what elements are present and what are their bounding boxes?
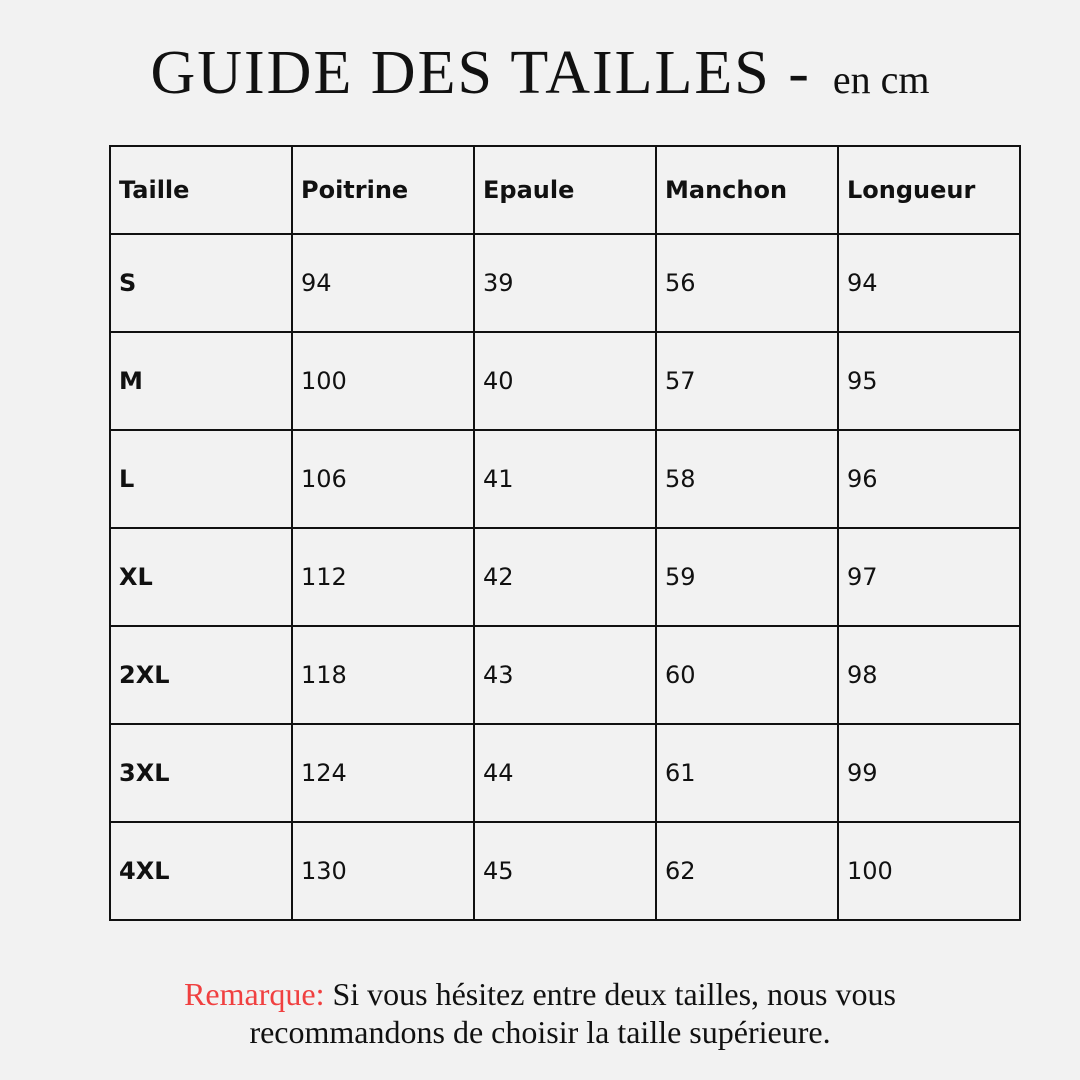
cell-manchon: 59: [656, 528, 838, 626]
cell-poitrine: 130: [292, 822, 474, 920]
cell-longueur: 100: [838, 822, 1020, 920]
cell-size: 2XL: [110, 626, 292, 724]
table-row: [110, 626, 1020, 724]
cell-poitrine: 112: [292, 528, 474, 626]
size-table: [109, 145, 1021, 921]
cell-longueur: 99: [838, 724, 1020, 822]
cell-size: L: [110, 430, 292, 528]
remark-text-2: recommandons de choisir la taille supérieure.: [249, 1014, 831, 1050]
cell-manchon: 58: [656, 430, 838, 528]
remark-label: Remarque:: [184, 976, 325, 1012]
table-row: [110, 332, 1020, 430]
cell-longueur: 94: [838, 234, 1020, 332]
header-manchon: Manchon: [656, 146, 838, 234]
cell-size: S: [110, 234, 292, 332]
table-row: [110, 528, 1020, 626]
cell-size: M: [110, 332, 292, 430]
header-epaule: Epaule: [474, 146, 656, 234]
table-row: [110, 234, 1020, 332]
cell-size: 4XL: [110, 822, 292, 920]
cell-longueur: 97: [838, 528, 1020, 626]
title-main: GUIDE DES TAILLES -: [150, 39, 811, 107]
cell-manchon: 56: [656, 234, 838, 332]
cell-epaule: 44: [474, 724, 656, 822]
cell-epaule: 45: [474, 822, 656, 920]
cell-epaule: 43: [474, 626, 656, 724]
cell-manchon: 62: [656, 822, 838, 920]
table-row: [110, 724, 1020, 822]
cell-size: 3XL: [110, 724, 292, 822]
cell-epaule: 42: [474, 528, 656, 626]
cell-manchon: 61: [656, 724, 838, 822]
cell-longueur: 95: [838, 332, 1020, 430]
cell-manchon: 60: [656, 626, 838, 724]
cell-poitrine: 94: [292, 234, 474, 332]
cell-poitrine: 100: [292, 332, 474, 430]
table-row: [110, 822, 1020, 920]
table-row: [110, 430, 1020, 528]
cell-epaule: 40: [474, 332, 656, 430]
cell-longueur: 98: [838, 626, 1020, 724]
cell-manchon: 57: [656, 332, 838, 430]
header-longueur: Longueur: [838, 146, 1020, 234]
remark-line-1: [0, 975, 1080, 1013]
header-poitrine: Poitrine: [292, 146, 474, 234]
header-taille: Taille: [110, 146, 292, 234]
cell-poitrine: 124: [292, 724, 474, 822]
cell-poitrine: 118: [292, 626, 474, 724]
cell-poitrine: 106: [292, 430, 474, 528]
cell-epaule: 41: [474, 430, 656, 528]
cell-longueur: 96: [838, 430, 1020, 528]
table-header-row: [110, 146, 1020, 234]
cell-size: XL: [110, 528, 292, 626]
title-unit: en cm: [832, 57, 930, 102]
remark-note: [0, 975, 1080, 1051]
page-title: [0, 38, 1080, 109]
remark-text-1: Si vous hésitez entre deux tailles, nous vous: [332, 976, 896, 1012]
cell-epaule: 39: [474, 234, 656, 332]
